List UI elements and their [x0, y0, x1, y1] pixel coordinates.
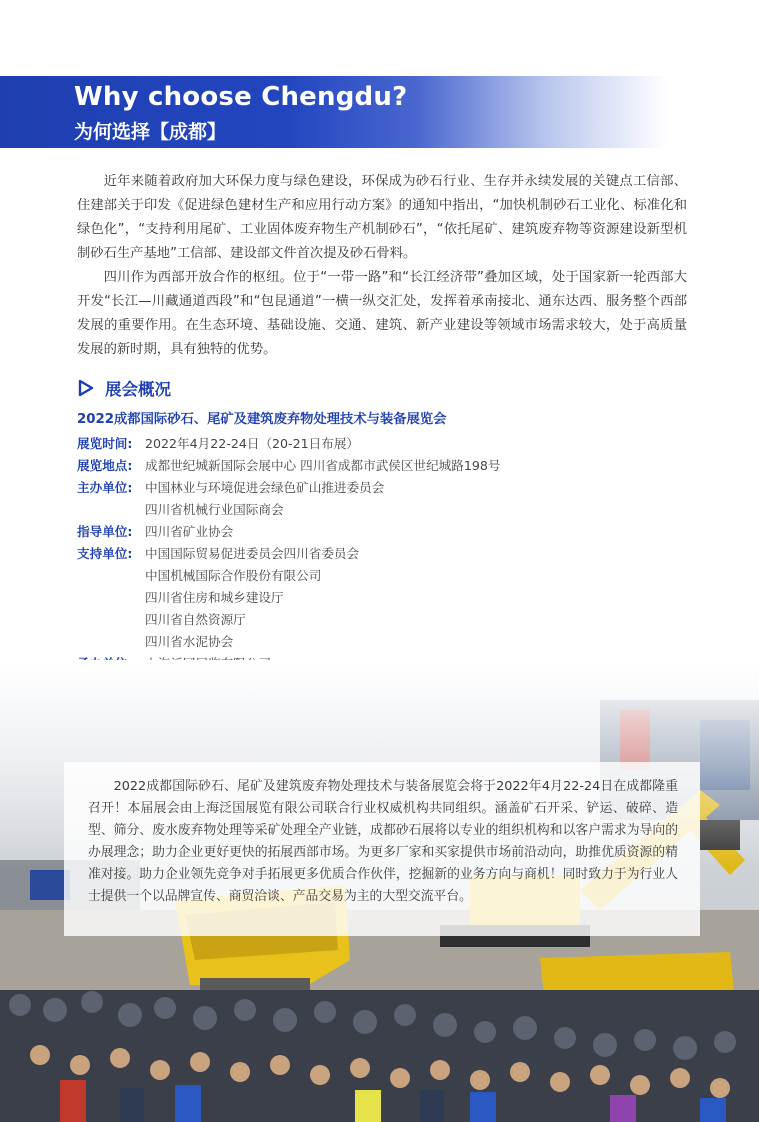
exhibition-name: 2022成都国际砂石、尾矿及建筑废弃物处理技术与装备展览会: [77, 412, 447, 427]
info-label: 指导单位:: [77, 524, 133, 539]
info-value: 成都世纪城新国际会展中心 四川省成都市武侯区世纪城路198号: [145, 458, 501, 473]
info-label: 展览地点:: [77, 458, 133, 473]
info-value-group: [145, 433, 359, 455]
info-value: 中国国际贸易促进委员会四川省委员会: [145, 546, 360, 561]
info-row: [77, 521, 697, 543]
title-english: Why choose Chengdu?: [74, 82, 408, 112]
info-value: 2022年4月22-24日（20-21日布展）: [145, 436, 360, 451]
info-value: 中国机械国际合作股份有限公司: [145, 568, 322, 583]
info-value-group: [145, 543, 359, 653]
title-banner: [0, 76, 759, 148]
info-value: 四川省住房和城乡建设厅: [145, 590, 284, 605]
info-value: 四川省矿业协会: [145, 524, 234, 539]
info-value: 四川省机械行业国际商会: [145, 502, 284, 517]
info-value-group: [145, 455, 500, 477]
section-heading: [77, 376, 171, 400]
info-row: [77, 433, 697, 455]
info-row: [77, 477, 697, 521]
title-chinese: 为何选择【成都】: [74, 121, 227, 143]
info-value: 中国林业与环境促进会绿色矿山推进委员会: [145, 480, 385, 495]
info-value: 四川省自然资源厅: [145, 612, 246, 627]
info-row: [77, 543, 697, 653]
info-label: 展览时间:: [77, 436, 133, 451]
overlay-paragraph: 2022成都国际砂石、尾矿及建筑废弃物处理技术与装备展览会将于2022年4月22-24日在成都隆重召开！本届展会由上海泛国展览有限公司联合行业权威机构共同组织。涵盖矿石开采、铲运、破碎、造型、筛分、废水废弃物处理等采矿处理全产业链，成都砂石展将以专业的组织机构和以客户需求为导向的办展理念；助力企业更好更快的拓展西部市场。为更多厂家和买家提供市场前沿动向，助推优质资源的精准对接。助力企业领先竞争对手拓展更多优质合作伙伴，挖掘新的业务方向与商机！同时致力于为行业人士提供一个以品牌宣传、商贸洽谈、产品交易为主的大型交流平台。: [88, 779, 678, 904]
info-label: 主办单位:: [77, 480, 133, 495]
info-value-group: [145, 477, 384, 521]
intro-paragraph-2: 四川作为西部开放合作的枢纽。位于“一带一路”和“长江经济带”叠加区域，处于国家新一轮西部大开发“长江—川藏通道西段”和“包昆通道”一横一纵交汇处，发挥着承南接北、通东达西、服务整个西部发展的重要作用。在生态环境、基础设施、交通、建筑、新产业建设等领域市场需求较大，处于高质量发展的新时期，具有独特的优势。: [77, 270, 687, 357]
info-row: [77, 455, 697, 477]
intro-overlay-box: [64, 762, 700, 936]
info-value: 四川省水泥协会: [145, 634, 234, 649]
intro-paragraph-1: 近年来随着政府加大环保力度与绿色建设，环保成为砂石行业、生存并永续发展的关键点工信部、住建部关于印发《促进绿色建材生产和应用行动方案》的通知中指出，“加快机制砂石工业化、标准化和绿色化”，“支持利用尾矿、工业固体废弃物生产机制砂石”，“依托尾矿、建筑废弃物等资源建设新型机制砂石生产基地”工信部、建设部文件首次提及砂石骨料。: [77, 174, 687, 261]
info-value-group: [145, 521, 233, 543]
intro-text: [77, 170, 687, 362]
play-triangle-icon: [77, 379, 95, 397]
section-title: 展会概况: [105, 380, 171, 399]
info-label: 支持单位:: [77, 546, 133, 561]
